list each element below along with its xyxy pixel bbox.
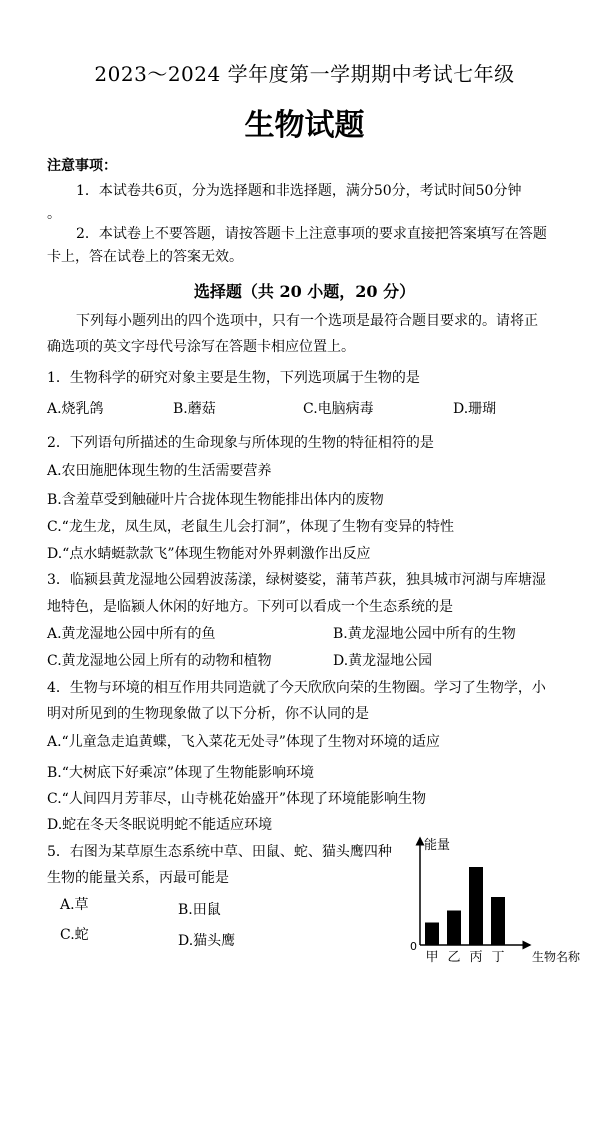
q3-option-d: D.黄龙湿地公园 <box>333 653 433 669</box>
q4-stem-line2: 明对所见到的生物现象做了以下分析，你不认同的是 <box>47 706 369 722</box>
q5-stem-line2: 生物的能量关系，丙最可能是 <box>47 870 229 886</box>
q5-stem-line1: 5．右图为某草原生态系统中草、田鼠、蛇、猫头鹰四种 <box>47 844 392 860</box>
energy-chart <box>400 828 590 973</box>
bar-2 <box>469 867 483 945</box>
origin-label: 0 <box>410 940 417 953</box>
q2-option-c: C.“龙生龙，凤生凤，老鼠生儿会打洞”，体现了生物有变异的特性 <box>47 519 454 535</box>
q5-option-b: B.田鼠 <box>178 902 221 918</box>
q5-option-d: D.猫头鹰 <box>178 933 236 949</box>
notice-heading: 注意事项： <box>47 158 117 174</box>
q3-stem-line2: 地特色，是临颍人休闲的好地方。下列可以看成一个生态系统的是 <box>47 599 453 615</box>
section-instruction-line2: 确选项的英文字母代号涂写在答题卡相应位置上。 <box>47 339 355 355</box>
section-title: 选择题（共 20 小题，20 分） <box>193 282 416 301</box>
q3-stem-line1: 3．临颍县黄龙湿地公园碧波荡漾，绿树婆娑，蒲苇芦荻，独具城市河湖与库塘湿 <box>47 572 546 588</box>
q3-option-b: B.黄龙湿地公园中所有的生物 <box>333 626 516 642</box>
y-axis-label: 能量 <box>424 838 451 853</box>
section-instruction-line1: 下列每小题列出的四个选项中，只有一个选项是最符合题目要求的。请将正 <box>76 313 538 329</box>
notice-item1-line1: 1．本试卷共6页，分为选择题和非选择题，满分50分，考试时间50分钟 <box>76 183 522 199</box>
q5-option-c: C.蛇 <box>60 927 89 943</box>
q1-option-d: D.珊瑚 <box>453 401 497 417</box>
q4-option-a: A.“儿童急走追黄蝶，飞入菜花无处寻”体现了生物对环境的适应 <box>47 734 440 750</box>
category-label-2: 丙 <box>469 950 483 965</box>
q3-option-c: C.黄龙湿地公园上所有的动物和植物 <box>47 653 272 669</box>
q2-stem: 2．下列语句所描述的生命现象与所体现的生物的特征相符的是 <box>47 435 434 451</box>
category-label-0: 甲 <box>425 950 439 965</box>
category-label-3: 丁 <box>491 950 505 965</box>
q1-option-c: C.电脑病毒 <box>303 401 374 417</box>
bar-0 <box>425 923 439 946</box>
q5-option-a: A.草 <box>60 897 89 913</box>
notice-item2-line1: 2．本试卷上不要答题，请按答题卡上注意事项的要求直接把答案填写在答题 <box>76 226 547 242</box>
q3-option-a: A.黄龙湿地公园中所有的鱼 <box>47 626 216 642</box>
bar-3 <box>491 897 505 945</box>
q1-option-b: B.蘑菇 <box>173 401 216 417</box>
q4-stem-line1: 4．生物与环境的相互作用共同造就了今天欣欣向荣的生物圈。学习了生物学，小 <box>47 680 546 696</box>
subject-title: 生物试题 <box>244 108 365 143</box>
q1-option-a: A.烧乳鸽 <box>47 401 104 417</box>
notice-item2-line2: 卡上，答在试卷上的答案无效。 <box>47 249 243 265</box>
notice-item1-line2: 。 <box>47 206 61 222</box>
q2-option-d: D.“点水蜻蜓款款飞”体现生物能对外界刺激作出反应 <box>47 546 371 562</box>
q4-option-d: D.蛇在冬天冬眠说明蛇不能适应环境 <box>47 817 273 833</box>
q4-option-b: B.“大树底下好乘凉”体现了生物能影响环境 <box>47 765 315 781</box>
bar-1 <box>447 911 461 946</box>
exam-title: 2023～2024 学年度第一学期期中考试七年级 <box>94 62 515 86</box>
q1-stem: 1．生物科学的研究对象主要是生物，下列选项属于生物的是 <box>47 370 420 386</box>
q2-option-a: A.农田施肥体现生物的生活需要营养 <box>47 463 272 479</box>
q4-option-c: C.“人间四月芳菲尽，山寺桃花始盛开”体现了环境能影响生物 <box>47 791 426 807</box>
category-label-1: 乙 <box>447 950 461 965</box>
x-axis-label: 生物名称 <box>532 950 581 964</box>
q2-option-b: B.含羞草受到触碰叶片合拢体现生物能排出体内的废物 <box>47 492 384 508</box>
